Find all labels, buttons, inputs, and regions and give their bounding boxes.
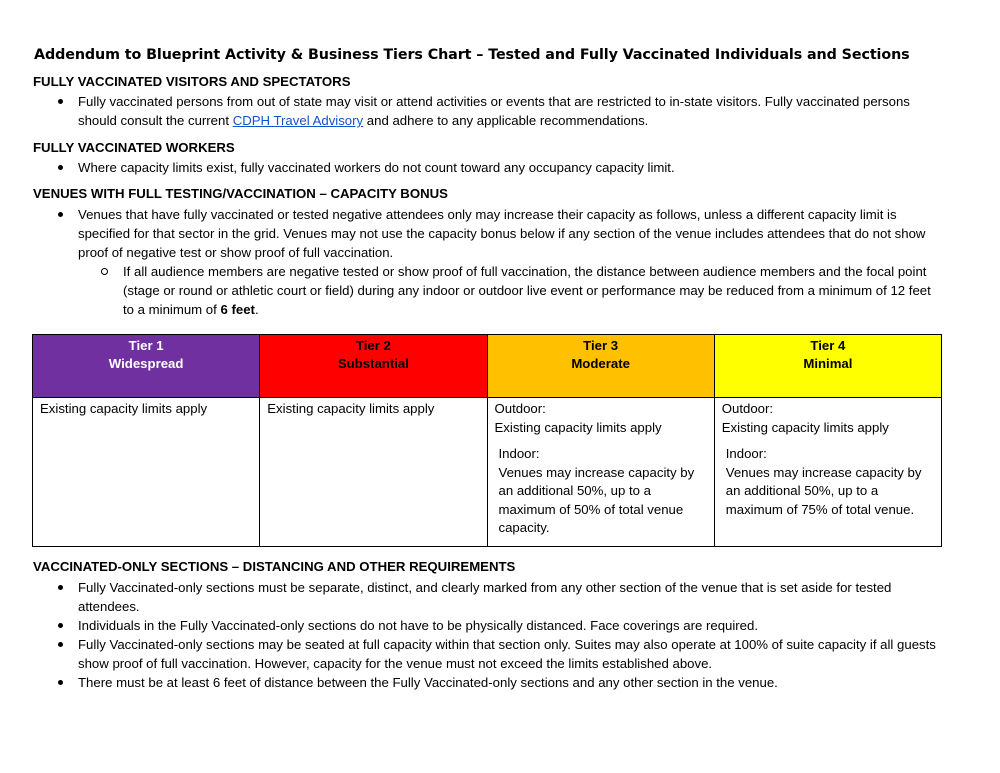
bullet-text: Where capacity limits exist, fully vaccinated workers do not count toward any occupancy capacity limit. (78, 160, 675, 175)
tier-name: Tier 4 (810, 338, 846, 353)
outdoor-label: Outdoor: (721, 401, 774, 416)
bullet-text: Individuals in the Fully Vaccinated-only sections do not have to be physically distanced. Face coverings are required. (78, 618, 759, 633)
list-item (0, 635, 948, 673)
document-title: Addendum to Blueprint Activity & Business Tiers Chart – Tested and Fully Vaccinated Individuals and Sections (34, 47, 910, 63)
list-item (0, 205, 948, 262)
indoor-label: Indoor: (725, 446, 767, 461)
tier-level: Widespread (108, 356, 184, 371)
sub-list-item (0, 262, 945, 319)
tier-cell (260, 398, 487, 547)
tier-header (714, 335, 941, 398)
tier-header (260, 335, 487, 398)
bullet-text: Venues that have fully vaccinated or tested negative attendees only may increase their capacity as follows, unless a different capacity limit is specified for that sector in the grid. Venues may not use the capacity bonus below if any section of the venue includes attendees that do not show proof of negative test or show proof of full vaccination. (78, 207, 926, 260)
tier-name: Tier 2 (355, 338, 391, 353)
tier-cell (33, 398, 260, 547)
tiers-header-row (33, 335, 942, 398)
tier-header (487, 335, 714, 398)
tier-name: Tier 1 (128, 338, 164, 353)
bullet-icon (58, 212, 63, 217)
bullet-text-continued: and adhere to any applicable recommendations. (363, 113, 649, 128)
sub-bullet-icon (101, 268, 108, 275)
outdoor-text: Existing capacity limits apply (721, 419, 889, 435)
outdoor-text: Existing capacity limits apply (494, 419, 662, 435)
bullet-icon (58, 623, 63, 628)
cell-line: Existing capacity limits apply (40, 401, 208, 416)
list-item (0, 616, 948, 635)
bullet-text: Fully Vaccinated-only sections must be separate, distinct, and clearly marked from any other section of the venue that is set aside for tested attendees. (78, 580, 892, 614)
table-row (33, 398, 942, 547)
section-heading-vaccinated-workers: FULLY VACCINATED WORKERS (33, 140, 235, 155)
section-capacity-bonus-list (0, 205, 1000, 319)
section-vaccinated-visitors-list (0, 92, 1000, 130)
tier-level: Minimal (803, 356, 853, 371)
list-item (0, 92, 948, 130)
list-item (0, 673, 948, 692)
bullet-icon (58, 585, 63, 590)
indoor-label: Indoor: (498, 446, 540, 461)
list-item (0, 578, 948, 616)
sub-bullet-bold-text: 6 feet (220, 302, 255, 317)
section-heading-vaccinated-visitors: FULLY VACCINATED VISITORS AND SPECTATORS (33, 74, 351, 89)
bullet-text: Fully Vaccinated-only sections may be seated at full capacity within that section only. Suites may also operate at 100% of suite capacity if all guests show proof of full vaccination. However, capacity for the venue must not exceed the limits established above. (78, 637, 936, 671)
indoor-text: Venues may increase capacity by an additional 50%, up to a maximum of 50% of total venue capacity. (498, 464, 695, 535)
tier-header (33, 335, 260, 398)
tiers-table (32, 334, 942, 547)
sub-bullet-text: If all audience members are negative tested or show proof of full vaccination, the distance between audience members and the focal point (stage or round or athletic court or field) during any indoor or outdoor live event or performance may be reduced from a minimum of 12 feet to a minimum of (123, 264, 931, 317)
sub-bullet-end: . (254, 302, 259, 317)
outdoor-label: Outdoor: (494, 401, 546, 416)
tier-level: Substantial (337, 356, 409, 371)
section-vaccinated-only-list (0, 578, 1000, 692)
bullet-icon (58, 165, 63, 170)
section-vaccinated-workers-list (0, 158, 1000, 177)
cell-line: Existing capacity limits apply (267, 401, 435, 416)
cdph-travel-advisory-link[interactable]: CDPH Travel Advisory (232, 113, 364, 128)
indoor-text: Venues may increase capacity by an additional 50%, up to a maximum of 75% of total venue. (725, 464, 922, 517)
section-heading-capacity-bonus: VENUES WITH FULL TESTING/VACCINATION – CAPACITY BONUS (33, 186, 448, 201)
bullet-icon (58, 680, 63, 685)
indoor-block (495, 445, 708, 538)
section-heading-vaccinated-only-sections: VACCINATED-ONLY SECTIONS – DISTANCING AND OTHER REQUIREMENTS (33, 559, 516, 574)
tier-name: Tier 3 (583, 338, 619, 353)
tier-cell (714, 398, 941, 547)
bullet-icon (58, 642, 63, 647)
tier-level: Moderate (571, 356, 630, 371)
indoor-block (722, 445, 935, 519)
bullet-icon (58, 99, 63, 104)
list-item (0, 158, 948, 177)
bullet-text: There must be at least 6 feet of distance between the Fully Vaccinated-only sections and any other section in the venue. (78, 675, 778, 690)
bullet-text: Fully vaccinated persons from out of state may visit or attend activities or events that are restricted to in-state visitors. Fully vaccinated persons should consult the current (78, 94, 910, 128)
tier-cell (487, 398, 714, 547)
